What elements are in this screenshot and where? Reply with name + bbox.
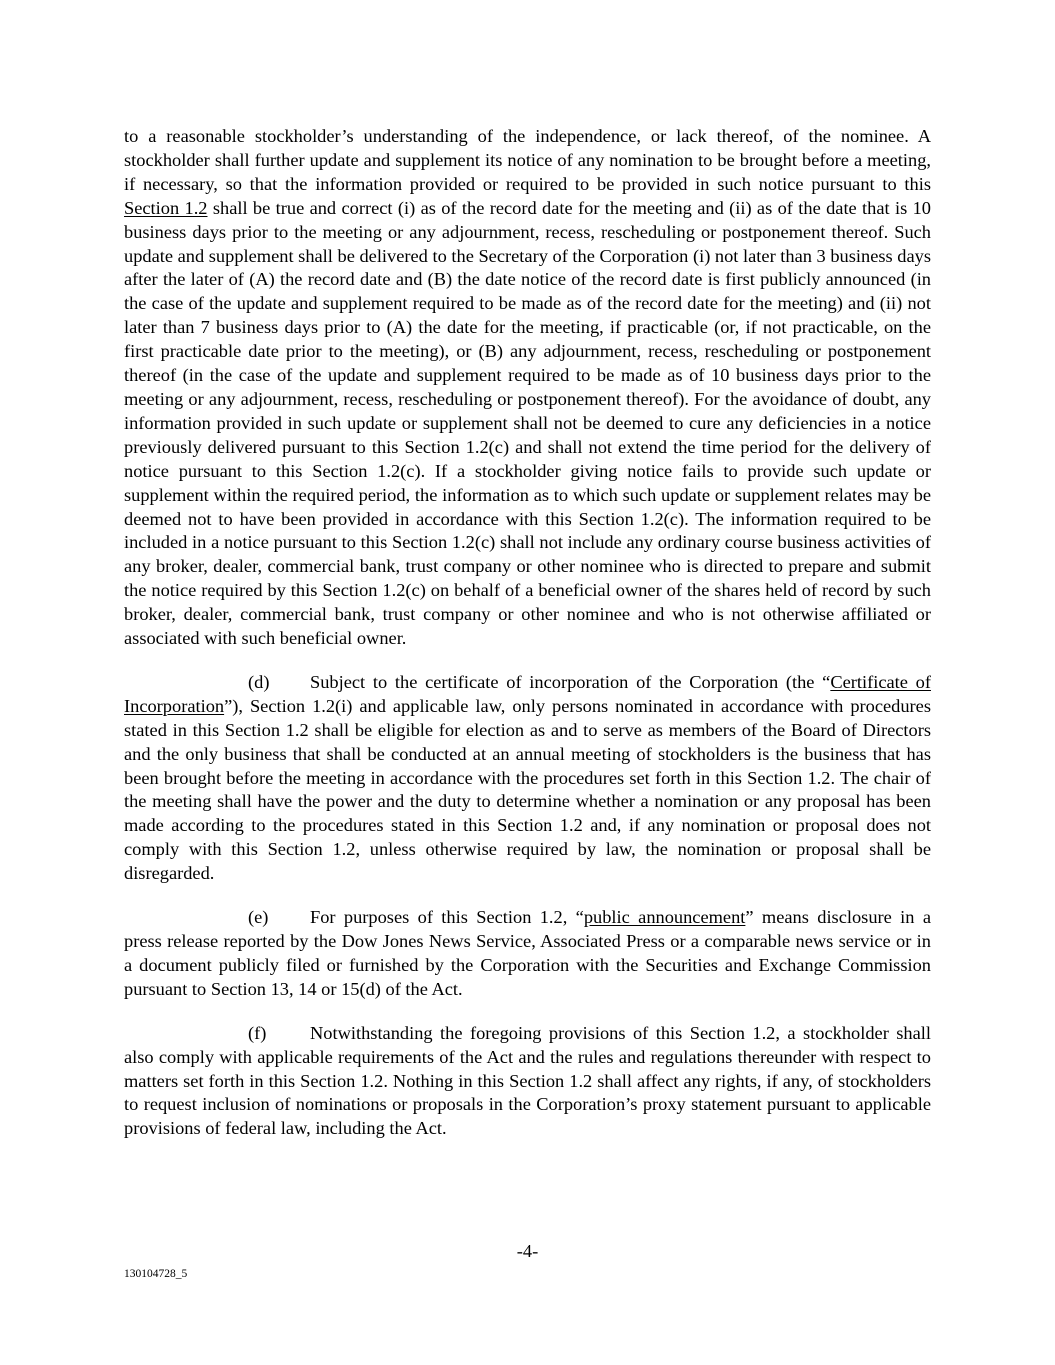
page-number: -4- <box>516 1241 539 1261</box>
paragraph-f <box>124 1022 931 1142</box>
clause-marker: (e) <box>248 907 269 928</box>
defined-term: Certificate of Incorporation <box>124 671 931 716</box>
document-id: 130104728_5 <box>124 1268 188 1280</box>
paragraph-text: Notwithstanding the foregoing provisions of this Section 1.2, a stockholder shall also comply with applicable requirements of the Act and the rules and regulations thereunder with respect to matters set forth in this Section 1.2. Nothing in this Section 1.2 shall affect any rights, if any, of stockholders to request inclusion of nominations or proposals in the Corporation’s proxy statement pursuant to applicable provisions of federal law, including the Act. <box>124 1022 931 1139</box>
paragraph-text: For purposes of this Section 1.2, “ <box>310 907 584 928</box>
document-body <box>124 125 931 1161</box>
paragraph-text: ” means disclosure in a press release reported by the Dow Jones News Service, Associated Press or a comparable news service or in a document publicly filed or furnished by the Corporation with the Securities and Exchange Commission pursuant to Section 13, 14 or 15(d) of the Act. <box>124 907 931 999</box>
paragraph-e <box>124 906 931 1002</box>
paragraph-text: ”), Section 1.2(i) and applicable law, only persons nominated in accordance with procedures stated in this Section 1.2 shall be eligible for election as and to serve as members of the Board of Directors and the only business that shall be conducted at an annual meeting of stockholders is the business that has been brought before the meeting in accordance with the procedures set forth in this Section 1.2. The chair of the meeting shall have the power and the duty to determine whether a nomination or any proposal has been made according to the procedures stated in this Section 1.2 and, if any nomination or proposal does not comply with this Section 1.2, unless otherwise required by law, the nomination or proposal shall be disregarded. <box>124 695 931 884</box>
paragraph-continuation <box>124 125 931 651</box>
paragraph-text: shall be true and correct (i) as of the record date for the meeting and (ii) as of the date that is 10 business days prior to the meeting or any adjournment, recess, rescheduling or postponement thereof. Such update and supplement shall be delivered to the Secretary of the Corporation (i) not later than 3 business days after the later of (A) the record date and (B) the date notice of the record date is first publicly announced (in the case of the update and supplement required to be made as of the record date for the meeting) and (ii) not later than 7 business days prior to (A) the date for the meeting, if practicable (or, if not practicable, on the first practicable date prior to the meeting), or (B) any adjournment, recess, rescheduling or postponement thereof (in the case of the update and supplement required to be made as of 10 business days prior to the meeting or any adjournment, recess, rescheduling or postponement thereof). For the avoidance of doubt, any information provided in such update or supplement shall not be deemed to cure any deficiencies in a notice previously delivered pursuant to this Section 1.2(c) and shall not extend the time period for the delivery of notice pursuant to this Section 1.2(c). If a stockholder giving notice fails to provide such update or supplement within the required period, the information as to which such update or supplement relates may be deemed not to have been provided in accordance with this Section 1.2(c). The information required to be included in a notice pursuant to this Section 1.2(c) shall not include any ordinary course business activities of any broker, dealer, commercial bank, trust company or other nominee who is directed to prepare and submit the notice required by this Section 1.2(c) on behalf of a beneficial owner of the shares held of record by such broker, dealer, commercial bank, trust company or other nominee and who is not otherwise affiliated or associated with such beneficial owner. <box>124 197 931 649</box>
defined-term: public announcement <box>583 907 746 928</box>
clause-marker: (d) <box>248 671 270 692</box>
section-reference: Section 1.2 <box>124 197 208 218</box>
paragraph-d <box>124 671 931 886</box>
clause-marker: (f) <box>248 1022 267 1043</box>
paragraph-text: to a reasonable stockholder’s understanding of the independence, or lack thereof, of the nominee. A stockholder shall further update and supplement its notice of any nomination to be brought before a meeting, if necessary, so that the information provided or required to be provided in such notice pursuant to this <box>124 126 931 194</box>
paragraph-text: Subject to the certificate of incorporation of the Corporation (the “ <box>310 671 831 692</box>
